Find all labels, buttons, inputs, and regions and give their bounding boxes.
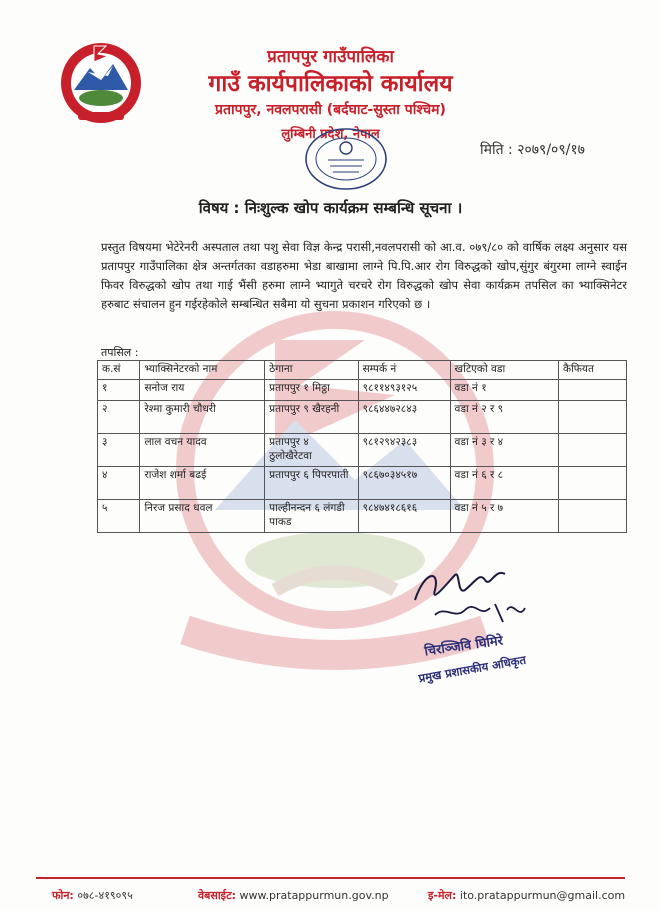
- cell-contact: ९८६४४७२८४३: [358, 401, 450, 434]
- nepal-emblem-logo: [58, 40, 144, 126]
- cell-name: लाल वचन यादव: [140, 434, 265, 467]
- cell-contact: ९८४७४१८६१६: [358, 500, 450, 533]
- office-stamp-icon: [300, 124, 392, 194]
- cell-sn: २: [98, 401, 140, 434]
- cell-sn: १: [98, 380, 140, 401]
- cell-ward: वडा नं १: [450, 380, 559, 401]
- cell-remarks: [559, 467, 627, 500]
- header-name: भ्याक्सिनेटरको नाम: [140, 361, 265, 380]
- cell-ward: वडा नं ६ र ८: [450, 467, 559, 500]
- notice-date: मिति : २०७९/०९/१७: [480, 142, 585, 158]
- office-address: प्रतापपुर, नवलपरासी (बर्दघाट-सुस्ता पश्चिम): [215, 102, 446, 118]
- table-row: [98, 467, 627, 500]
- footer-email: [428, 888, 625, 903]
- table-row: [98, 401, 627, 434]
- footer-phone: [52, 888, 133, 903]
- vaccinator-table: [97, 360, 627, 533]
- email-value[interactable]: ito.pratappurmun@gmail.com: [459, 889, 626, 902]
- footer-website: [198, 888, 389, 903]
- email-label: इ-मेल:: [428, 889, 457, 902]
- table-label: तपसिल :: [101, 346, 139, 359]
- cell-sn: ५: [98, 500, 140, 533]
- cell-address: पाल्हीनन्दन ६ लंगडी पाकड: [265, 500, 358, 533]
- cell-address: प्रतापपुर १ मिठ्ठा: [265, 380, 358, 401]
- cell-contact: ९८६७०३४५१७: [358, 467, 450, 500]
- office-name: गाउँ कार्यपालिकाको कार्यालय: [208, 71, 453, 97]
- cell-ward: वडा नं २ र ९: [450, 401, 559, 434]
- table-header-row: [98, 361, 627, 380]
- cell-address: प्रतापपुर ९ खैरहनी: [265, 401, 358, 434]
- cell-contact: ९८११४९३१२५: [358, 380, 450, 401]
- cell-name: रेश्मा कुमारी चौधरी: [140, 401, 265, 434]
- header-remarks: कैफियत: [559, 361, 627, 380]
- cell-name: राजेश शर्मा बढई: [140, 467, 265, 500]
- cell-address: प्रतापपुर ६ पिपरपाती: [265, 467, 358, 500]
- cell-ward: वडा नं ५ र ७: [450, 500, 559, 533]
- cell-contact: ९८१२९४२३८३: [358, 434, 450, 467]
- phone-value: ०७८-४१९०९५: [77, 889, 133, 902]
- cell-remarks: [559, 500, 627, 533]
- cell-name: निरज प्रसाद धवल: [140, 500, 265, 533]
- cell-remarks: [559, 401, 627, 434]
- table-row: [98, 380, 627, 401]
- phone-label: फोन:: [52, 889, 74, 902]
- province-name: लुम्बिनी प्रदेश, नेपाल: [281, 127, 380, 142]
- cell-name: सनोज राय: [140, 380, 265, 401]
- cell-sn: ३: [98, 434, 140, 467]
- website-value[interactable]: www.pratappurmun.gov.np: [239, 889, 389, 902]
- footer-divider: [36, 877, 625, 879]
- notice-body: प्रस्तुत विषयमा भेटेरेनरी अस्पताल तथा पशु सेवा विज्ञ केन्द्र परासी,नवलपरासी को आ.व. ०७९/८० को वार्षिक लक्ष्य अनुसार यस प्रतापपुर गाउँपालिका क्षेत्र अन्तर्गतका वडाहरुमा भेडा बाखामा लाग्ने पि.पि.आर रोग विरुद्धको खोप,सुंगुर बंगुरमा लाग्ने स्वाईन फिवर विरुद्धको खोप तथा गाई भैंसी हरुमा लाग्ने भ्यागुते चरचरे रोग विरुद्धको खोप सेवा कार्यक्रम तपसिल का भ्याक्सिनेटर हरुबाट संचालन हुन गईरहेकोले सम्बन्धित सबैमा यो सुचना प्रकाशन गरिएको छ ।: [101, 240, 627, 311]
- handwritten-signature-icon: [395, 560, 545, 630]
- cell-address: प्रतापपुर ४ ठुलोखैरेटवा: [265, 434, 358, 467]
- notice-subject: विषय : निःशुल्क खोप कार्यक्रम सम्बन्धि सूचना ।: [198, 199, 463, 217]
- cell-ward: वडा नं ३ र ४: [450, 434, 559, 467]
- signatory-name: चिरञ्जिवि घिमिरे: [423, 633, 504, 660]
- header-sn: क.सं: [98, 361, 140, 380]
- cell-sn: ४: [98, 467, 140, 500]
- header-address: ठेगाना: [265, 361, 358, 380]
- header-contact: सम्पर्क नं: [358, 361, 450, 380]
- cell-remarks: [559, 380, 627, 401]
- website-label: वेबसाईट:: [198, 889, 237, 902]
- table-row: [98, 434, 627, 467]
- table-row: [98, 500, 627, 533]
- signatory-title: प्रमुख प्रशासकीय अधिकृत: [417, 652, 527, 686]
- cell-remarks: [559, 434, 627, 467]
- header-ward: खटिएको वडा: [450, 361, 559, 380]
- municipality-name: प्रतापपुर गाउँपालिका: [267, 47, 394, 67]
